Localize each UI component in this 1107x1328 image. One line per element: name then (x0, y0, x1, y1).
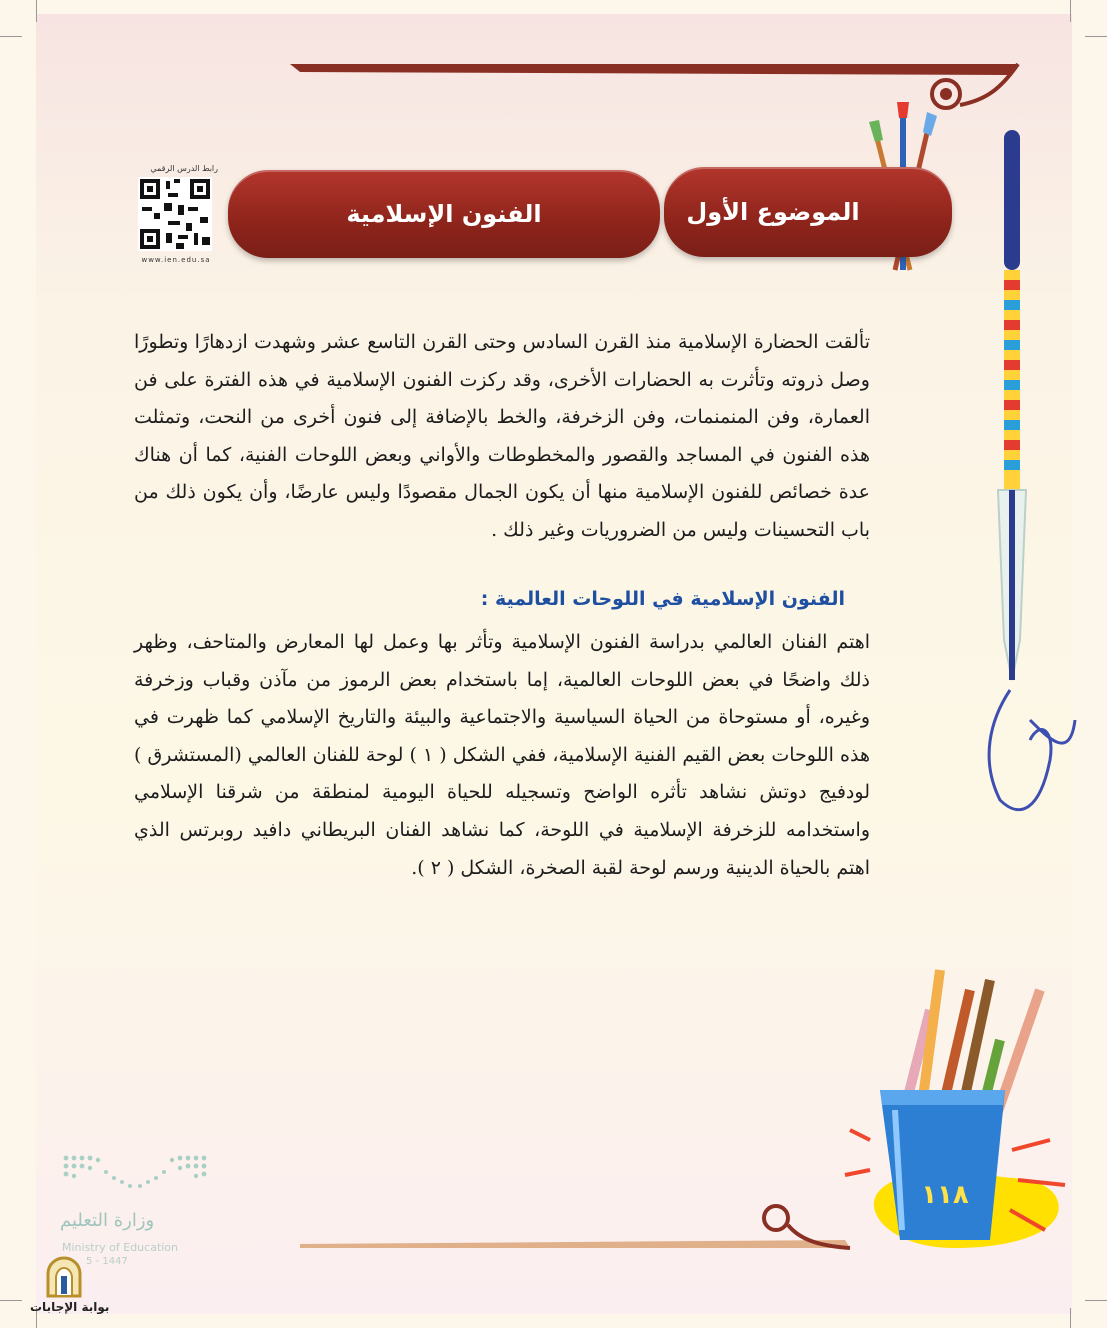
section-heading: الفنون الإسلامية في اللوحات العالمية : (480, 588, 845, 610)
portal-name[interactable]: بوابة الإجابات (30, 1300, 110, 1314)
page-number: ١١٨ (921, 1180, 969, 1210)
ministry-name-arabic: وزارة التعليم (60, 1210, 155, 1231)
lesson-title: الفنون الإسلامية (346, 200, 542, 228)
section-paragraph: اهتم الفنان العالمي بدراسة الفنون الإسلامية وتأثر بها وعمل لها المعارض والمتاحف، وظهر ذلك واضحًا في بعض اللوحات العالمية، إما باستخدام بعض الرموز من مآذن وقباب وزخرفة وغيره، أو مستوحاة من الحياة السياسية والاجتماعية والبيئة والتاريخ الإسلامي كما ظهرت في هذه اللوحات بعض القيم الفنية الإسلامية، ففي الشكل ( ١ ) لوحة للفنان العالمي (المستشرق ) لودفيج دوتش نشاهد تأثره الواضح وتسجيله للحياة اليومية لمنطقة من شرقنا الإسلامي واستخدامه للزخرفة الإسلامية في اللوحة، كما نشاهد الفنان البريطاني دافيد روبرتس الذي اهتم بالحياة الدينية ورسم لوحة لقبة الصخرة، الشكل ( ٢ ). (134, 631, 870, 879)
qr-caption: رابط الدرس الرقمي (150, 164, 218, 173)
qr-code-icon[interactable] (138, 177, 212, 251)
ministry-name-english: Ministry of Education (62, 1241, 179, 1254)
topic-label-pill (664, 167, 952, 257)
ministry-year: 5 - 1447 (86, 1256, 128, 1267)
ministry-logo-icon (60, 1150, 210, 1200)
intro-paragraph: تألقت الحضارة الإسلامية منذ القرن السادس وحتى القرن التاسع عشر وشهدت ازدهارًا وتطورًا وصل ذروته وتأثرت به الحضارات الأخرى، وقد ركزت الفنون الإسلامية في هذه الفترة على فن العمارة، وفن المنمنمات، وفن الزخرفة، والخط بالإضافة إلى فنون أخرى من النحت، وتمثلت هذه الفنون في المساجد والقصور والمخطوطات والأواني وبعض اللوحات الفنية، كما أن هناك عدة خصائص للفنون الإسلامية منها أن يكون الجمال مقصودًا وليس عارضًا، وأن يكون ذلك من باب التحسينات وليس من الضروريات وغير ذلك . (134, 331, 870, 541)
topic-label: الموضوع الأول (686, 198, 860, 226)
qr-url[interactable]: www.ien.edu.sa (141, 256, 211, 264)
fountain-pen-illustration (980, 120, 1080, 870)
lesson-title-pill (228, 170, 660, 258)
pencil-cup-illustration (840, 950, 1080, 1290)
portal-logo-icon[interactable] (44, 1256, 84, 1300)
